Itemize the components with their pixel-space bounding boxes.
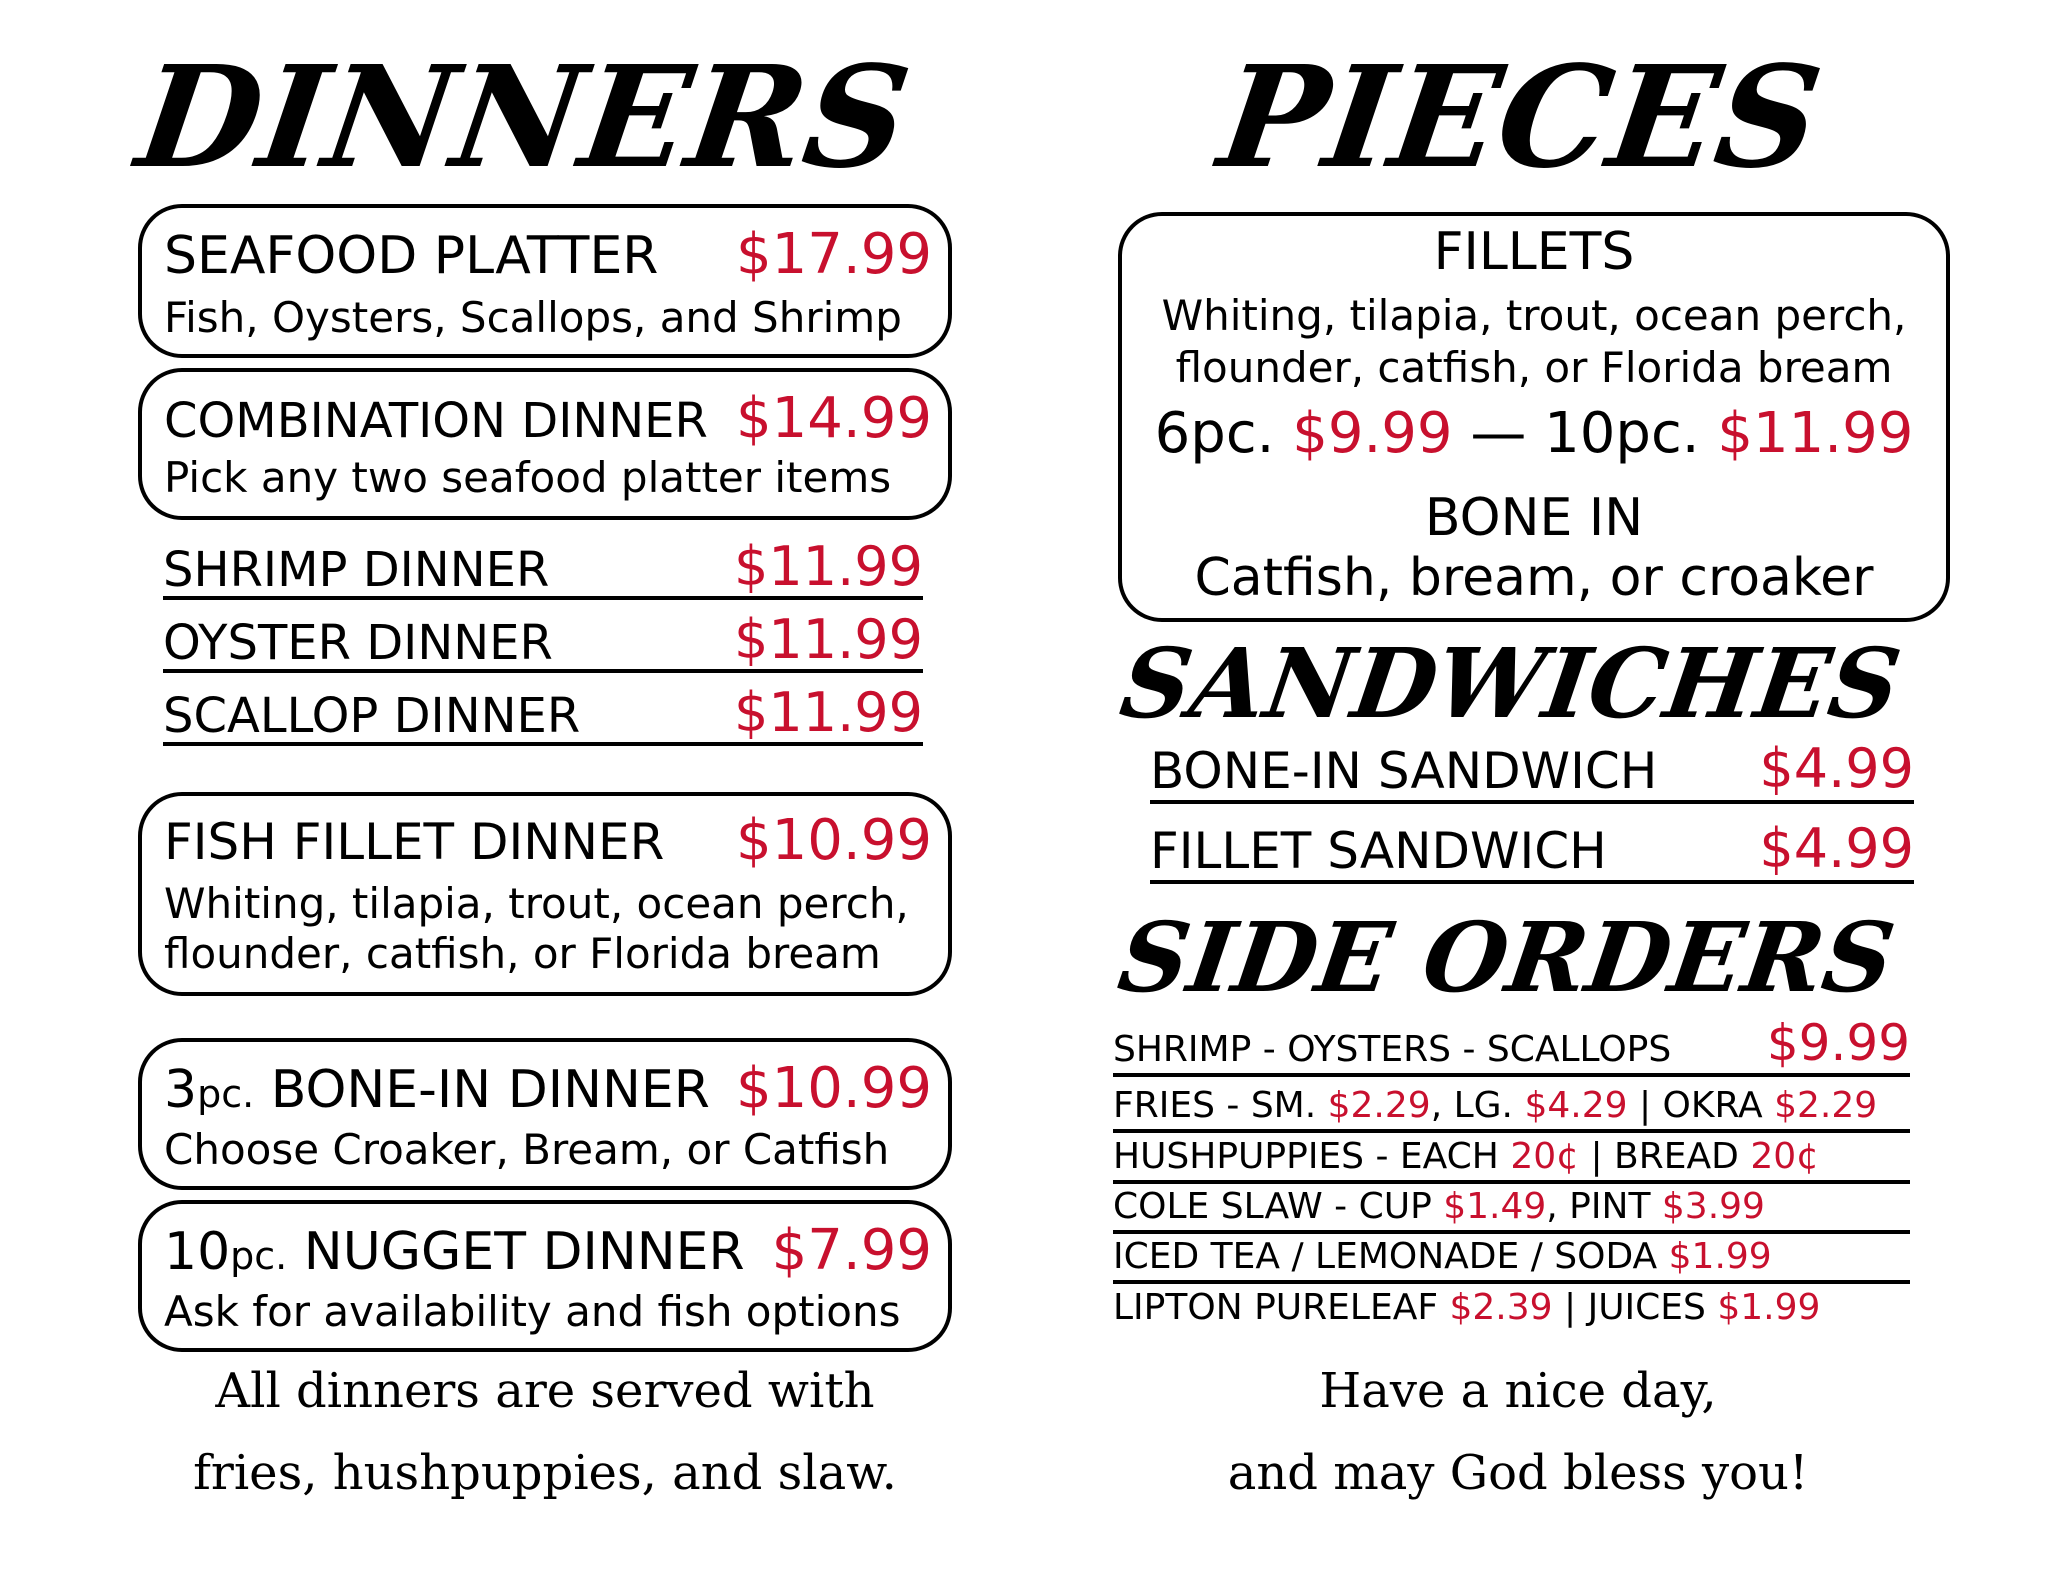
item-name: NUGGET DINNER	[303, 1222, 745, 1282]
dinners-heading: DINNERS	[128, 36, 919, 200]
side-lipton-line	[1113, 1287, 1910, 1331]
lipton-label: LIPTON PURELEAF	[1113, 1287, 1439, 1328]
fish-fillet-dinner-card	[138, 792, 952, 996]
item-name: FILLET SANDWICH	[1150, 822, 1607, 880]
small-qty: 6pc.	[1154, 401, 1275, 466]
okra-price: $2.29	[1774, 1085, 1878, 1126]
piece-unit: pc.	[197, 1072, 255, 1116]
footer-line1: All dinners are served with	[215, 1363, 875, 1419]
item-description: Fish, Oysters, Scallops, and Shrimp	[164, 293, 902, 342]
item-description: Pick any two seafood platter items	[164, 453, 892, 502]
juices-label: | JUICES	[1552, 1287, 1706, 1328]
fries-label: FRIES - SM.	[1113, 1085, 1317, 1126]
dash: —	[1470, 401, 1527, 466]
side-cole-slaw-line	[1113, 1186, 1910, 1234]
bread-label: | BREAD	[1579, 1136, 1739, 1177]
item-description-line2: flounder, catfish, or Florida bream	[164, 929, 881, 978]
drinks-label: ICED TEA / LEMONADE / SODA	[1113, 1236, 1658, 1277]
pint-price: $3.99	[1661, 1186, 1765, 1227]
side-price: $9.99	[1766, 1014, 1910, 1072]
item-price: $17.99	[736, 222, 932, 287]
side-fries-line	[1113, 1085, 1910, 1133]
item-description: Choose Croaker, Bream, or Catfish	[164, 1125, 890, 1174]
fillets-description-line2: flounder, catfish, or Florida bream	[1175, 343, 1893, 392]
side-hushpuppies-line	[1113, 1136, 1910, 1184]
item-name: OYSTER DINNER	[163, 615, 553, 671]
scallop-dinner-line	[163, 680, 923, 746]
bone-in-description: Catfish, bream, or croaker	[1194, 548, 1874, 608]
piece-count: 3	[164, 1060, 198, 1120]
cole-slaw-cup-price: $1.49	[1443, 1186, 1547, 1227]
pieces-card	[1118, 212, 1950, 622]
drinks-price: $1.99	[1668, 1236, 1772, 1277]
footer-line2: fries, hushpuppies, and slaw.	[193, 1445, 897, 1501]
fillets-description-line1: Whiting, tilapia, trout, ocean perch,	[1161, 291, 1907, 340]
fillet-sandwich-line	[1150, 818, 1914, 884]
side-label: SHRIMP - OYSTERS - SCALLOPS	[1113, 1029, 1672, 1070]
item-price: $11.99	[734, 608, 923, 671]
shrimp-dinner-line	[163, 534, 923, 600]
item-name: BONE-IN DINNER	[270, 1060, 710, 1120]
fries-sm-price: $2.29	[1327, 1085, 1431, 1126]
piece-count: 10	[164, 1222, 231, 1282]
item-price: $10.99	[736, 1056, 932, 1121]
dinners-footer	[138, 1350, 952, 1514]
sandwiches-heading: SANDWICHES	[1114, 627, 1908, 740]
closing-line1: Have a nice day,	[1319, 1363, 1717, 1419]
pieces-heading: PIECES	[1210, 36, 1831, 200]
item-price: $11.99	[734, 681, 923, 744]
item-description: Ask for availability and fish options	[164, 1287, 901, 1336]
item-name: SHRIMP DINNER	[163, 542, 550, 598]
item-price: $7.99	[771, 1218, 932, 1283]
cole-slaw-label: COLE SLAW - CUP	[1113, 1186, 1432, 1227]
item-name: COMBINATION DINNER	[164, 393, 708, 449]
hushpuppies-price: 20¢	[1510, 1136, 1580, 1177]
large-qty: 10pc.	[1544, 401, 1700, 466]
bone-in-sandwich-line	[1150, 738, 1914, 804]
seafood-platter-card	[138, 204, 952, 358]
side-orders-heading: SIDE ORDERS	[1112, 901, 1902, 1014]
item-price: $10.99	[736, 808, 932, 873]
piece-unit: pc.	[230, 1234, 288, 1278]
side-drinks-line	[1113, 1236, 1910, 1284]
juices-price: $1.99	[1717, 1287, 1821, 1328]
small-price: $9.99	[1292, 401, 1453, 466]
pint-label: , PINT	[1546, 1186, 1651, 1227]
item-name: BONE-IN SANDWICH	[1150, 742, 1658, 800]
fries-lg-price: $4.29	[1524, 1085, 1628, 1126]
item-name: SEAFOOD PLATTER	[164, 226, 659, 286]
item-price: $11.99	[734, 535, 923, 598]
bone-in-title: BONE IN	[1424, 488, 1644, 548]
fries-lg-label: , LG.	[1430, 1085, 1513, 1126]
item-description-line1: Whiting, tilapia, trout, ocean perch,	[164, 879, 909, 928]
large-price: $11.99	[1717, 401, 1914, 466]
bone-in-dinner-card	[138, 1038, 952, 1190]
fillets-title: FILLETS	[1433, 222, 1635, 282]
item-price: $14.99	[736, 386, 932, 451]
nugget-dinner-card	[138, 1200, 952, 1352]
side-seafood-line	[1113, 1014, 1910, 1077]
item-name: SCALLOP DINNER	[163, 688, 581, 744]
item-name: FISH FILLET DINNER	[164, 813, 665, 871]
oyster-dinner-line	[163, 607, 923, 673]
combination-dinner-card	[138, 368, 952, 520]
fillets-prices	[1122, 400, 1946, 467]
lipton-price: $2.39	[1449, 1287, 1553, 1328]
closing-line2: and may God bless you!	[1227, 1445, 1809, 1501]
closing-message	[1118, 1350, 1918, 1514]
item-price: $4.99	[1759, 737, 1914, 800]
item-price: $4.99	[1759, 817, 1914, 880]
hushpuppies-label: HUSHPUPPIES - EACH	[1113, 1136, 1499, 1177]
okra-label: | OKRA	[1627, 1085, 1763, 1126]
bread-price: 20¢	[1750, 1136, 1820, 1177]
